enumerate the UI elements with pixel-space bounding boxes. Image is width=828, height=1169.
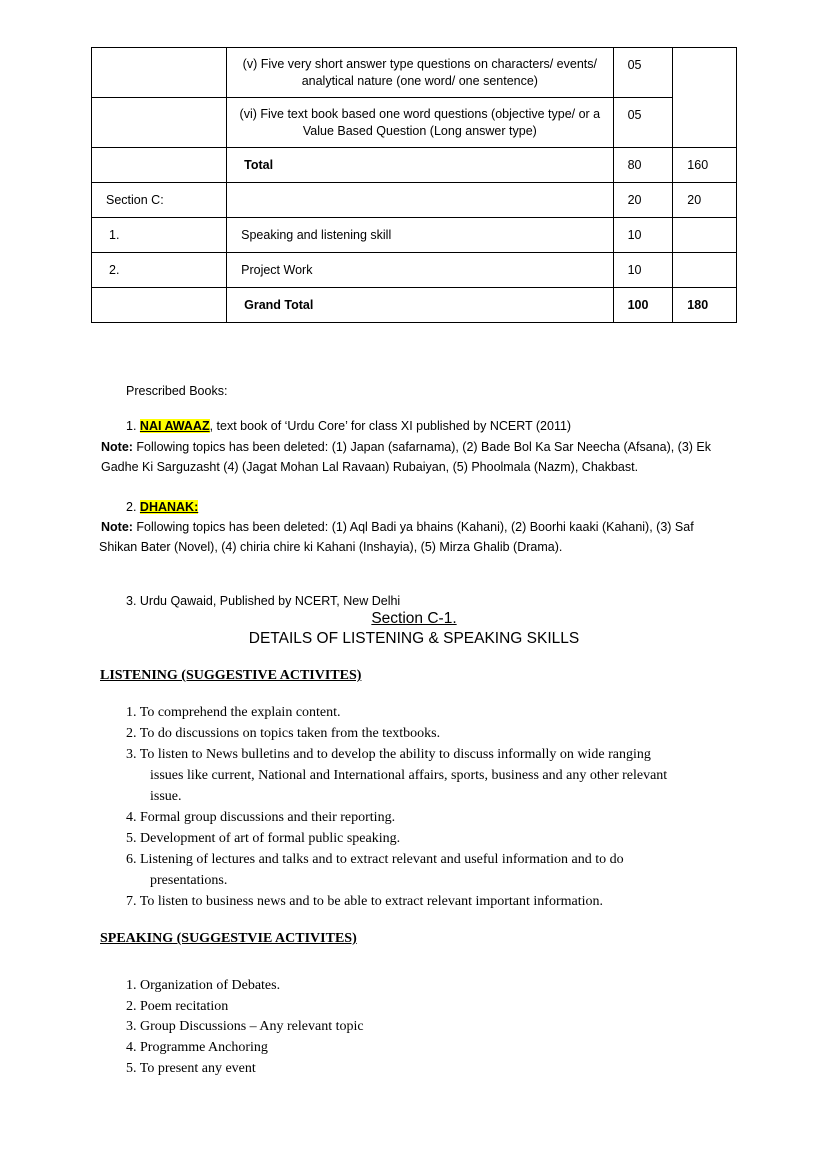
section-title: Section C-1. (371, 610, 457, 627)
book-2 (126, 500, 198, 514)
list-item-continued (126, 870, 736, 891)
table-cell: Section C: (92, 183, 227, 218)
table-cell: 05 (613, 98, 673, 148)
list-item-continued (126, 786, 736, 807)
table-row (92, 48, 737, 98)
list-item: 5. Development of art of formal public speaking. (126, 831, 401, 846)
table-cell (92, 48, 227, 98)
table-cell: 1. (92, 218, 227, 253)
book-1-title: NAI AWAAZ (139, 419, 210, 433)
book-1-note-continued: Gadhe Ki Sarguzasht (4) (Jagat Mohan Lal Ravaan) Rubaiyan, (5) Phoolmala (Nazm), Chakbast. (101, 460, 639, 474)
table-cell (673, 253, 737, 288)
table-cell: 2. (92, 253, 227, 288)
note-label: Note: (101, 440, 133, 454)
table-cell: 10 (613, 253, 673, 288)
list-item: 2. To do discussions on topics taken from the textbooks. (126, 726, 441, 741)
table-cell: 05 (613, 48, 673, 98)
speaking-heading: SPEAKING (SUGGESTVIE ACTIVITES) (100, 931, 357, 946)
list-item-text: issues like current, National and International affairs, sports, business and any other relevant (150, 768, 668, 783)
note-label: Note: (101, 520, 133, 534)
list-item: 7. To listen to business news and to be able to extract relevant important information. (126, 894, 603, 909)
table-cell-total-label: Total (227, 148, 613, 183)
table-cell (92, 288, 227, 323)
list-item: 4. Formal group discussions and their reporting. (126, 810, 396, 825)
list-item: 5. To present any event (126, 1061, 256, 1076)
list-item: 6. Listening of lectures and talks and to extract relevant and useful information and to do (126, 852, 624, 867)
book-3: 3. Urdu Qawaid, Published by NCERT, New Delhi (126, 594, 401, 608)
marks-table (91, 47, 737, 323)
table-row (92, 253, 737, 288)
book-2-note-continued: Shikan Bater (Novel), (4) chiria chire ki Kahani (Inshayia), (5) Mirza Ghalib (Drama). (99, 540, 563, 554)
table-row (92, 148, 737, 183)
book-1-description: , text book of ‘Urdu Core’ for class XI published by NCERT (2011) (209, 419, 572, 433)
list-item: 4. Programme Anchoring (126, 1040, 268, 1055)
book-1 (126, 419, 571, 433)
table-cell: 180 (673, 288, 737, 323)
table-cell: (v) Five very short answer type questions on characters/ events/ analytical nature (one word/ one sentence) (227, 48, 613, 98)
table-cell: 100 (613, 288, 673, 323)
list-item: 1. Organization of Debates. (126, 978, 281, 993)
table-cell (92, 98, 227, 148)
list-item-text: presentations. (150, 873, 228, 888)
list-item: 1. To comprehend the explain content. (126, 705, 341, 720)
table-cell: 160 (673, 148, 737, 183)
list-item-text: issue. (150, 789, 182, 804)
list-item: 3. To listen to News bulletins and to develop the ability to discuss informally on wide ranging (126, 747, 651, 762)
table-cell: 20 (673, 183, 737, 218)
table-cell: 20 (613, 183, 673, 218)
table-row (92, 288, 737, 323)
list-item: 3. Group Discussions – Any relevant topic (126, 1019, 364, 1034)
table-cell-grand-total-label: Grand Total (227, 288, 613, 323)
table-cell: Project Work (227, 253, 613, 288)
note-text: Following topics has been deleted: (1) Aql Badi ya bhains (Kahani), (2) Boorhi kaaki (Kahani), (3) Saf (132, 520, 694, 534)
table-cell: 80 (613, 148, 673, 183)
book-1-number: 1. (126, 419, 137, 433)
note-text: Following topics has been deleted: (1) Japan (safarnama), (2) Bade Bol Ka Sar Neecha (Afsana), (3) Ek (132, 440, 712, 454)
listening-heading: LISTENING (SUGGESTIVE ACTIVITES) (100, 668, 362, 683)
table-cell: 10 (613, 218, 673, 253)
book-1-note (101, 440, 711, 454)
table-row (92, 98, 737, 148)
book-2-title: DHANAK: (139, 500, 199, 514)
table-cell (673, 218, 737, 253)
table-row (92, 183, 737, 218)
table-row (92, 218, 737, 253)
table-cell: Speaking and listening skill (227, 218, 613, 253)
book-2-number: 2. (126, 500, 137, 514)
table-cell (92, 148, 227, 183)
book-2-note (101, 520, 694, 534)
books-heading: Prescribed Books: (126, 384, 228, 398)
section-subtitle: DETAILS OF LISTENING & SPEAKING SKILLS (248, 630, 580, 647)
table-cell (673, 48, 737, 148)
list-item-continued (126, 765, 736, 786)
table-cell (227, 183, 613, 218)
list-item: 2. Poem recitation (126, 999, 229, 1014)
table-cell: (vi) Five text book based one word questions (objective type/ or a Value Based Question (Long answer type) (227, 98, 613, 148)
